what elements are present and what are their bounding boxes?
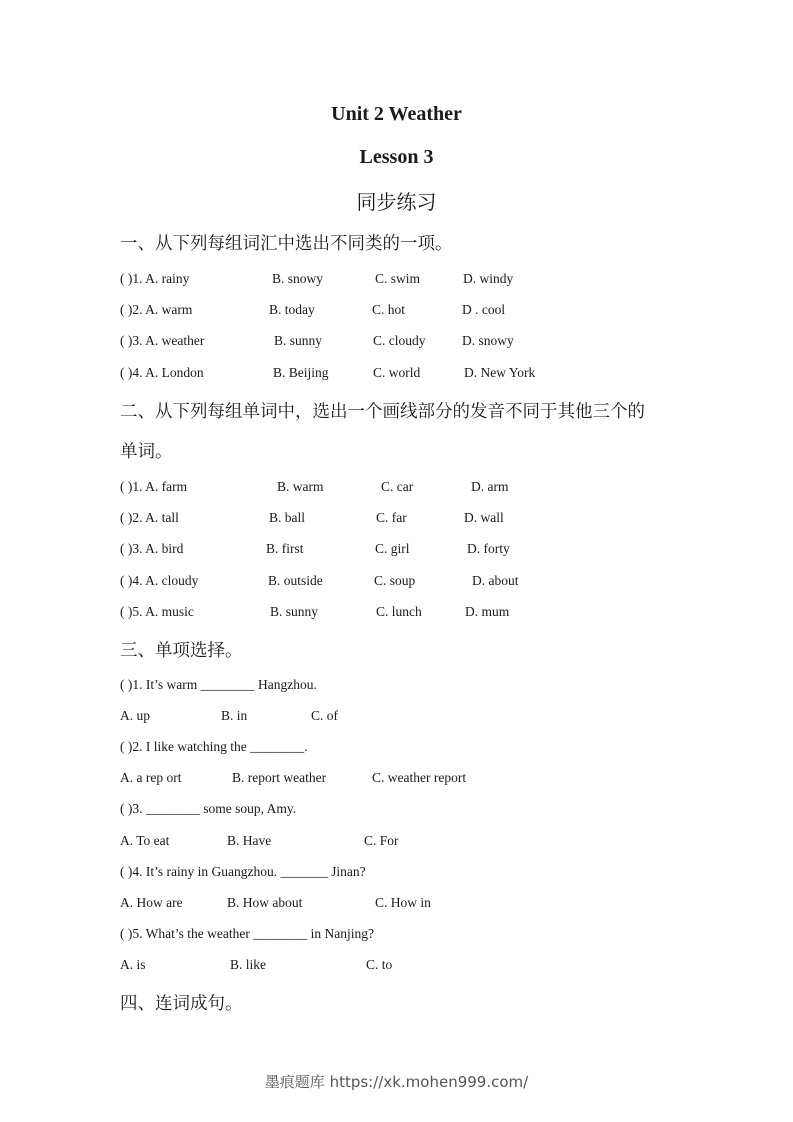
- option-b: B. How about: [227, 895, 303, 910]
- footer-watermark: 墨痕题库 https://xk.mohen999.com/: [264, 1073, 529, 1091]
- question-stem: ( )5. What’s the weather ________ in Nanjing?: [120, 926, 374, 941]
- option-a: A. up: [120, 708, 150, 723]
- option-d: D. windy: [463, 271, 514, 286]
- option-c: C. For: [364, 833, 399, 848]
- option-b: B. ball: [269, 510, 305, 525]
- option-b: B. first: [266, 541, 304, 556]
- question-stem: ( )4. A. cloudy: [120, 573, 199, 588]
- question-stem: ( )3. A. bird: [120, 541, 184, 556]
- option-b: B. in: [221, 708, 248, 723]
- option-c: C. car: [381, 479, 414, 494]
- option-d: D . cool: [462, 302, 506, 317]
- option-b: B. outside: [268, 573, 323, 588]
- option-d: D. wall: [464, 510, 504, 525]
- option-a: A. To eat: [120, 833, 170, 848]
- option-b: B. Have: [227, 833, 272, 848]
- option-c: C. swim: [375, 271, 421, 286]
- option-d: D. arm: [471, 479, 509, 494]
- question-stem: ( )3. ________ some soup, Amy.: [120, 801, 297, 816]
- option-a: A. a rep ort: [120, 770, 182, 785]
- question-stem: ( )1. It’s warm ________ Hangzhou.: [120, 677, 317, 692]
- option-b: B. warm: [277, 479, 324, 494]
- section-2-heading-cont: 单词。: [120, 442, 173, 462]
- option-c: C. soup: [374, 573, 416, 588]
- option-c: C. far: [376, 510, 407, 525]
- option-c: C. world: [373, 365, 421, 380]
- option-c: C. hot: [372, 302, 406, 317]
- option-b: B. Beijing: [273, 365, 329, 380]
- question-stem: ( )2. A. tall: [120, 510, 179, 525]
- section-1-heading: 一、从下列每组词汇中选出不同类的一项。: [120, 234, 453, 254]
- option-a: A. How are: [120, 895, 183, 910]
- option-d: D. snowy: [462, 333, 514, 348]
- option-d: D. New York: [464, 365, 536, 380]
- option-c: C. to: [366, 957, 393, 972]
- lesson-subtitle: Lesson 3: [359, 146, 434, 168]
- option-c: C. girl: [375, 541, 410, 556]
- exercise-title: 同步练习: [356, 190, 437, 214]
- option-b: B. sunny: [270, 604, 319, 619]
- section-4-heading: 四、连词成句。: [120, 994, 243, 1014]
- question-stem: ( )3. A. weather: [120, 333, 205, 348]
- question-stem: ( )2. I like watching the ________.: [120, 739, 308, 754]
- option-c: C. How in: [375, 895, 431, 910]
- question-stem: ( )1. A. farm: [120, 479, 188, 494]
- section-2-heading: 二、从下列每组单词中，选出一个画线部分的发音不同于其他三个的: [120, 402, 645, 422]
- option-c: C. lunch: [376, 604, 422, 619]
- option-c: C. cloudy: [373, 333, 426, 348]
- option-d: D. mum: [465, 604, 510, 619]
- question-stem: ( )4. It’s rainy in Guangzhou. _______ Jinan?: [120, 864, 366, 879]
- option-c: C. of: [311, 708, 338, 723]
- option-b: B. report weather: [232, 770, 327, 785]
- question-stem: ( )1. A. rainy: [120, 271, 190, 286]
- option-b: B. today: [269, 302, 315, 317]
- question-stem: ( )5. A. music: [120, 604, 194, 619]
- section-3-heading: 三、单项选择。: [120, 641, 243, 661]
- question-stem: ( )2. A. warm: [120, 302, 193, 317]
- page-title: Unit 2 Weather: [331, 103, 462, 125]
- option-b: B. sunny: [274, 333, 323, 348]
- option-a: A. is: [120, 957, 146, 972]
- question-stem: ( )4. A. London: [120, 365, 204, 380]
- option-b: B. like: [230, 957, 266, 972]
- option-d: D. about: [472, 573, 519, 588]
- option-b: B. snowy: [272, 271, 324, 286]
- option-c: C. weather report: [372, 770, 467, 785]
- option-d: D. forty: [467, 541, 510, 556]
